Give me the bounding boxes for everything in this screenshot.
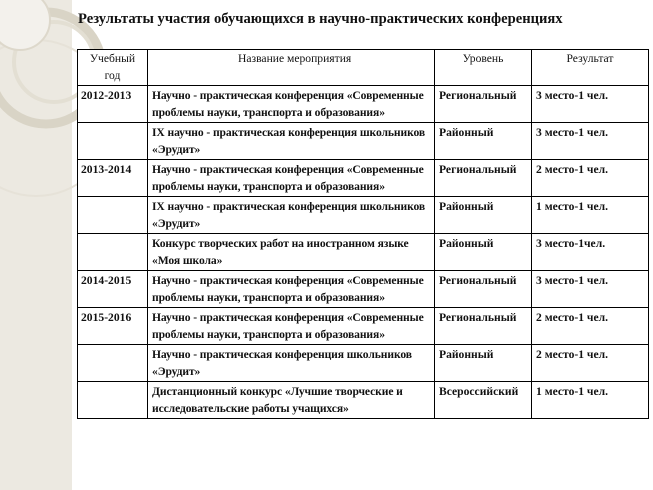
year-cell <box>78 345 148 382</box>
result-cell: 2 место-1 чел. <box>532 345 649 382</box>
result-cell: 1 место-1 чел. <box>532 382 649 419</box>
table-row <box>78 382 649 419</box>
result-cell: 3 место-1 чел. <box>532 123 649 160</box>
event-cell: Конкурс творческих работ на иностранном языке «Моя школа» <box>148 234 435 271</box>
results-table <box>77 49 649 419</box>
level-cell: Районный <box>435 234 532 271</box>
year-cell: 2012-2013 <box>78 86 148 123</box>
level-cell: Всероссийский <box>435 382 532 419</box>
result-cell: 3 место-1 чел. <box>532 271 649 308</box>
year-cell <box>78 197 148 234</box>
table-row <box>78 271 649 308</box>
event-cell: IX научно - практическая конференция школьников «Эрудит» <box>148 197 435 234</box>
table-header-row <box>78 50 649 86</box>
result-cell: 2 место-1 чел. <box>532 160 649 197</box>
table-row <box>78 197 649 234</box>
year-cell <box>78 382 148 419</box>
table-row <box>78 234 649 271</box>
table-row <box>78 308 649 345</box>
year-cell <box>78 234 148 271</box>
column-header-result: Результат <box>532 50 649 86</box>
result-cell: 2 место-1 чел. <box>532 308 649 345</box>
event-cell: Научно - практическая конференция «Современные проблемы науки, транспорта и образования» <box>148 160 435 197</box>
table-row <box>78 86 649 123</box>
table-row <box>78 345 649 382</box>
event-cell: Научно - практическая конференция «Современные проблемы науки, транспорта и образования» <box>148 271 435 308</box>
column-header-level: Уровень <box>435 50 532 86</box>
result-cell: 3 место-1чел. <box>532 234 649 271</box>
level-cell: Районный <box>435 197 532 234</box>
event-cell: Научно - практическая конференция «Современные проблемы науки, транспорта и образования» <box>148 86 435 123</box>
column-header-event: Название мероприятия <box>148 50 435 86</box>
level-cell: Региональный <box>435 86 532 123</box>
column-header-year: Учебный год <box>78 50 148 86</box>
event-cell: IX научно - практическая конференция школьников «Эрудит» <box>148 123 435 160</box>
result-cell: 1 место-1 чел. <box>532 197 649 234</box>
result-cell: 3 место-1 чел. <box>532 86 649 123</box>
year-cell: 2015-2016 <box>78 308 148 345</box>
year-cell: 2013-2014 <box>78 160 148 197</box>
event-cell: Научно - практическая конференция школьников «Эрудит» <box>148 345 435 382</box>
level-cell: Районный <box>435 123 532 160</box>
level-cell: Районный <box>435 345 532 382</box>
level-cell: Региональный <box>435 271 532 308</box>
table-row <box>78 160 649 197</box>
event-cell: Дистанционный конкурс «Лучшие творческие и исследовательские работы учащихся» <box>148 382 435 419</box>
level-cell: Региональный <box>435 160 532 197</box>
level-cell: Региональный <box>435 308 532 345</box>
page-title: Результаты участия обучающихся в научно-практических конференциях <box>78 11 563 27</box>
event-cell: Научно - практическая конференция «Современные проблемы науки, транспорта и образования» <box>148 308 435 345</box>
table-row <box>78 123 649 160</box>
year-cell: 2014-2015 <box>78 271 148 308</box>
year-cell <box>78 123 148 160</box>
